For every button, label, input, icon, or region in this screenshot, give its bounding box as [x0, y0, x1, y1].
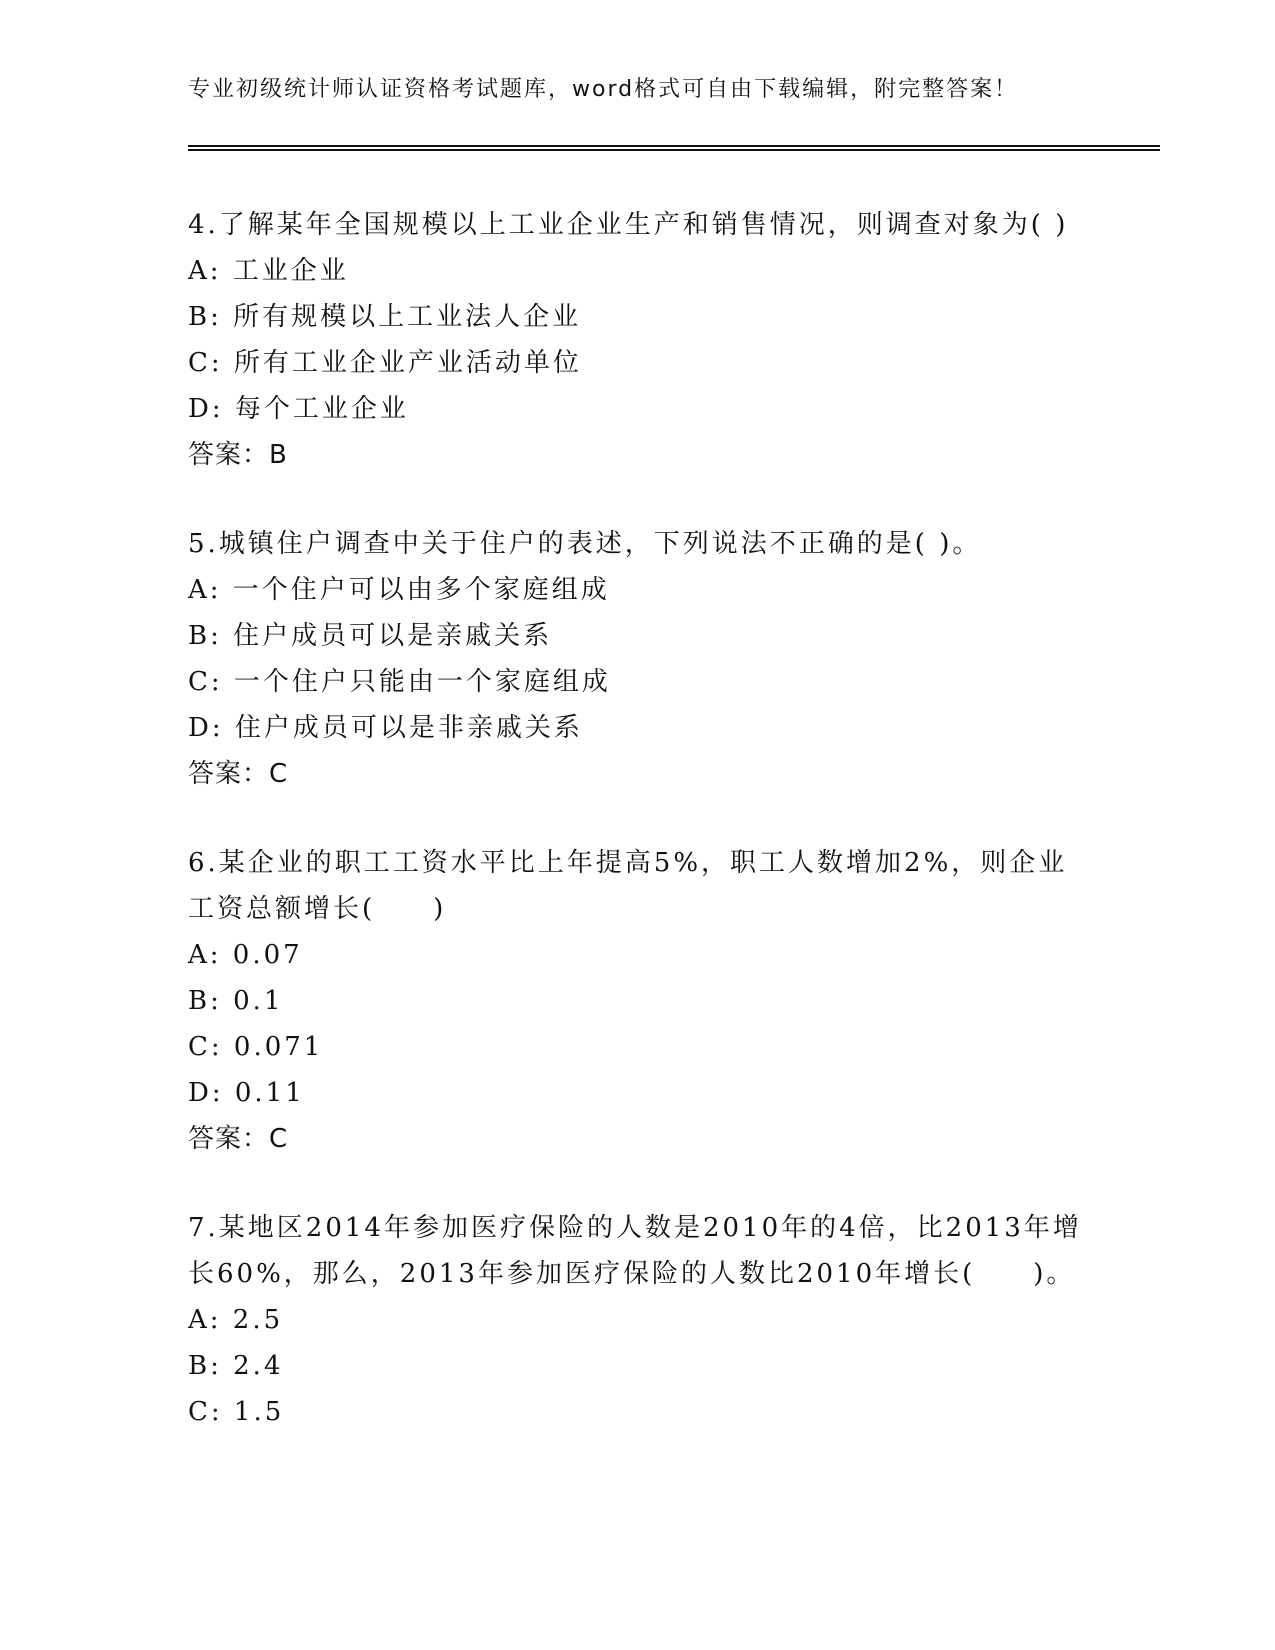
option-d: D: 每个工业企业 [188, 394, 409, 424]
question-5 [188, 521, 1088, 797]
option-c: C: 所有工业企业产业活动单位 [188, 348, 582, 378]
option-b: B: 0.1 [188, 986, 284, 1016]
option-c: C: 一个住户只能由一个家庭组成 [188, 667, 611, 697]
answer: 答案：C [188, 759, 289, 789]
option-b: B: 2.4 [188, 1351, 284, 1381]
option-c: C: 0.071 [188, 1032, 324, 1062]
option-a: A: 一个住户可以由多个家庭组成 [188, 575, 610, 605]
answer: 答案：C [188, 1124, 289, 1154]
question-4 [188, 202, 1088, 478]
question-stem: 6.某企业的职工工资水平比上年提高5%，职工人数增加2%，则企业工资总额增长( ) [188, 848, 1068, 924]
option-d: D: 住户成员可以是非亲戚关系 [188, 713, 583, 743]
answer: 答案：B [188, 440, 288, 470]
option-c: C: 1.5 [188, 1397, 285, 1427]
option-a: A: 工业企业 [188, 256, 349, 286]
option-d: D: 0.11 [188, 1078, 305, 1108]
question-stem: 4.了解某年全国规模以上工业企业生产和销售情况，则调查对象为( ) [188, 210, 1069, 240]
question-stem: 5.城镇住户调查中关于住户的表述，下列说法不正确的是( )。 [188, 529, 982, 559]
question-7 [188, 1205, 1088, 1435]
header-divider [188, 145, 1160, 151]
option-b: B: 住户成员可以是亲戚关系 [188, 621, 553, 651]
page-header: 专业初级统计师认证资格考试题库，word格式可自由下载编辑，附完整答案！ [188, 77, 1019, 102]
question-6 [188, 840, 1088, 1162]
question-stem: 7.某地区2014年参加医疗保险的人数是2010年的4倍，比2013年增长60%，那么，2013年参加医疗保险的人数比2010年增长( )。 [188, 1213, 1082, 1289]
question-list [188, 202, 1088, 1478]
option-a: A: 0.07 [188, 940, 303, 970]
option-a: A: 2.5 [188, 1305, 284, 1335]
option-b: B: 所有规模以上工业法人企业 [188, 302, 582, 332]
